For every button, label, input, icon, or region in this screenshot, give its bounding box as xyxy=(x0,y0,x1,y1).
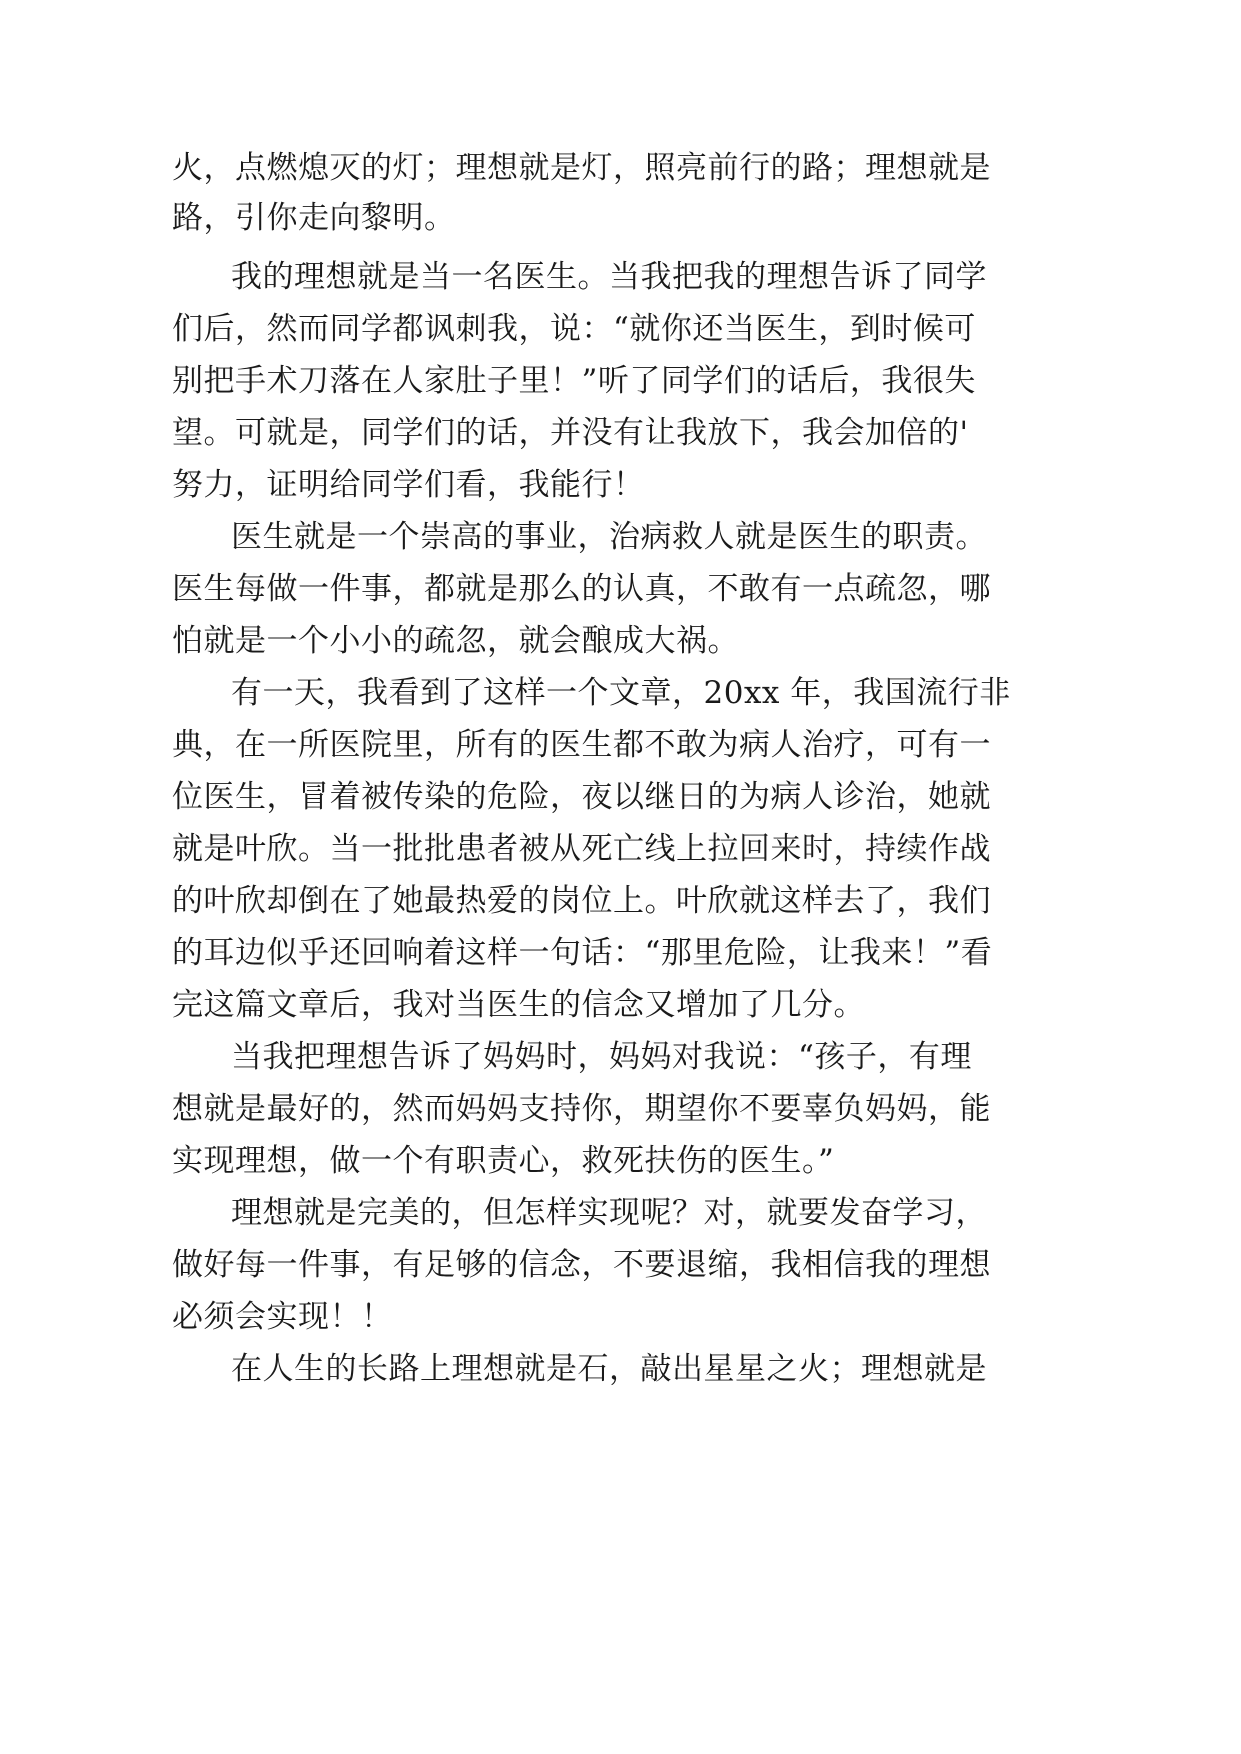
text-line: 医生每做一件事，都就是那么的认真，不敢有一点疏忽，哪 xyxy=(172,571,991,607)
text-line: 做好每一件事，有足够的信念，不要退缩，我相信我的理想 xyxy=(172,1247,991,1283)
text-line: 完这篇文章后，我对当医生的信念又增加了几分。 xyxy=(172,987,865,1023)
text-line: 理想就是完美的，但怎样实现呢？对，就要发奋学习， xyxy=(231,1195,987,1231)
text-line: 的叶欣却倒在了她最热爱的岗位上。叶欣就这样去了，我们 xyxy=(172,883,991,919)
text-line: 望。可就是，同学们的话，并没有让我放下，我会加倍的' xyxy=(172,415,969,451)
text-line: 们后，然而同学都讽刺我，说：“就你还当医生，到时候可 xyxy=(172,311,976,347)
text-line: 必须会实现！！ xyxy=(172,1299,393,1335)
text-line: 路，引你走向黎明。 xyxy=(172,200,456,236)
text-line: 有一天，我看到了这样一个文章，20xx 年，我国流行非 xyxy=(231,675,1011,711)
text-line: 想就是最好的，然而妈妈支持你，期望你不要辜负妈妈，能 xyxy=(172,1091,991,1127)
text-line: 就是叶欣。当一批批患者被从死亡线上拉回来时，持续作战 xyxy=(172,831,991,867)
text-line: 位医生，冒着被传染的危险，夜以继日的为病人诊治，她就 xyxy=(172,779,991,815)
text-line: 怕就是一个小小的疏忽，就会酿成大祸。 xyxy=(172,623,739,659)
text-line: 医生就是一个崇高的事业，治病救人就是医生的职责。 xyxy=(231,519,987,555)
text-line: 的耳边似乎还回响着这样一句话：“那里危险，让我来！”看 xyxy=(172,935,993,971)
text-line: 别把手术刀落在人家肚子里！”听了同学们的话后，我很失 xyxy=(172,363,976,399)
text-line: 典，在一所医院里，所有的医生都不敢为病人治疗，可有一 xyxy=(172,727,991,763)
text-line: 努力，证明给同学们看，我能行！ xyxy=(172,467,645,503)
text-line: 火，点燃熄灭的灯；理想就是灯，照亮前行的路；理想就是 xyxy=(172,150,991,186)
text-line: 在人生的长路上理想就是石，敲出星星之火；理想就是 xyxy=(231,1351,987,1387)
text-line: 我的理想就是当一名医生。当我把我的理想告诉了同学 xyxy=(231,259,987,295)
text-line: 当我把理想告诉了妈妈时，妈妈对我说：“孩子，有理 xyxy=(231,1039,972,1075)
text-line: 实现理想，做一个有职责心，救死扶伤的医生。” xyxy=(172,1143,835,1179)
